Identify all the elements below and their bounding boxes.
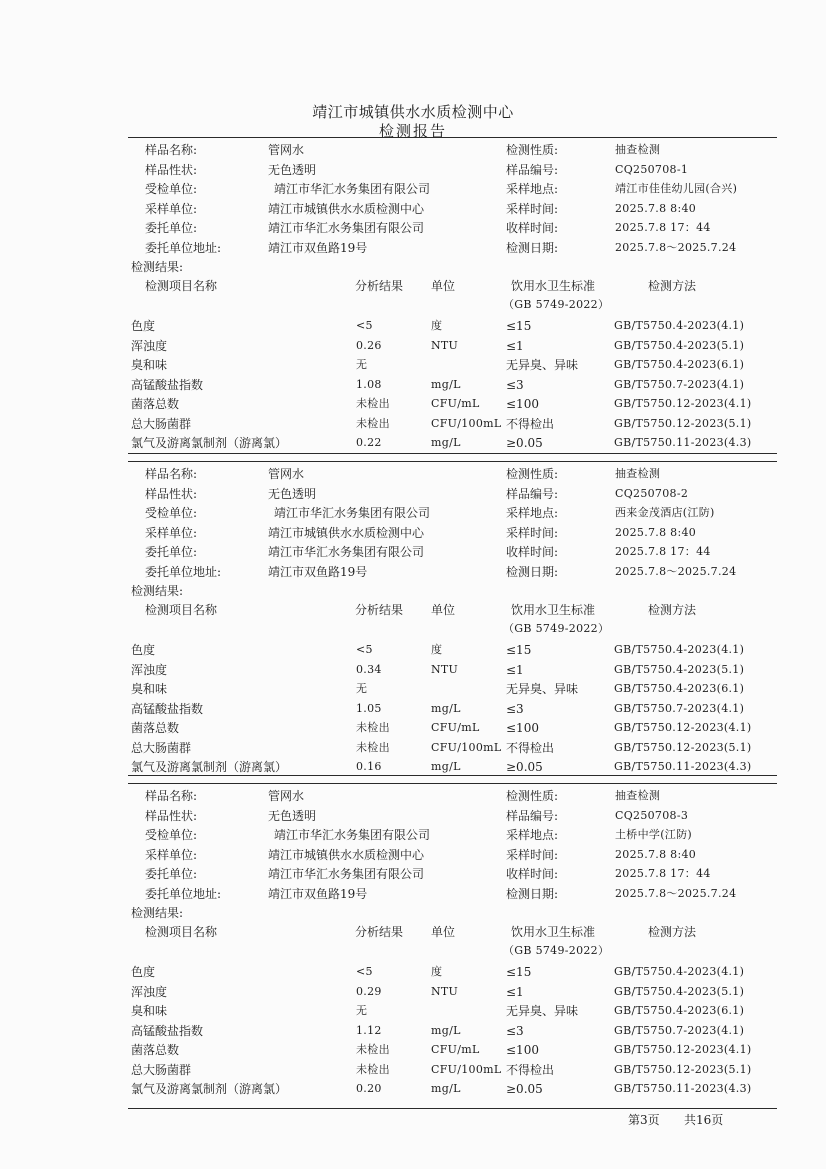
table-row-standard: ≥0.05 <box>506 1082 543 1096</box>
table-row-item: 总大肠菌群 <box>131 1062 192 1077</box>
field-value-sample-no: CQ250708-3 <box>615 808 689 822</box>
col-header-item: 检测项目名称 <box>145 279 218 293</box>
table-row-unit: CFU/100mL <box>431 1062 502 1076</box>
col-header-standard: 饮用水卫生标准 <box>511 925 596 939</box>
table-row-item: 氯气及游离氯制剂（游离氯） <box>131 1082 288 1096</box>
field-label-sampler: 采样单位: <box>145 201 198 216</box>
field-label-nature: 检测性质: <box>506 789 559 803</box>
field-value-sample-no: CQ250708-1 <box>615 162 689 176</box>
section-rule <box>128 461 777 462</box>
table-row-result: 0.26 <box>356 338 382 352</box>
table-row-method: GB/T5750.11-2023(4.3) <box>614 760 752 773</box>
table-row-result: 无 <box>356 358 368 371</box>
field-label-nature: 检测性质: <box>506 467 559 481</box>
table-row-method: GB/T5750.4-2023(4.1) <box>614 965 745 978</box>
table-row-result: 1.05 <box>356 701 382 715</box>
field-label-sampler: 采样单位: <box>145 525 198 540</box>
col-header-unit: 单位 <box>431 925 456 939</box>
table-row-result: 0.22 <box>356 436 382 449</box>
field-label-sample-time: 采样时间: <box>506 201 559 216</box>
field-label-location: 采样地点: <box>506 182 559 196</box>
table-row-unit: CFU/mL <box>431 1043 480 1056</box>
table-row-result: 未检出 <box>356 1043 390 1056</box>
field-value-sample-time: 2025.7.8 8:40 <box>615 201 697 215</box>
table-row-standard: ≥0.05 <box>506 436 543 450</box>
field-label-client: 委托单位: <box>145 221 198 235</box>
field-label-test-date: 检测日期: <box>506 886 559 901</box>
table-row-standard: ≤100 <box>506 1043 539 1057</box>
table-row-unit: 度 <box>431 319 443 332</box>
field-label-receiver: 受检单位: <box>145 506 198 520</box>
table-row-result: 0.34 <box>356 662 382 676</box>
field-value-client: 靖江市华汇水务集团有限公司 <box>268 545 425 559</box>
table-row-unit: mg/L <box>431 1082 461 1095</box>
field-label-test-date: 检测日期: <box>506 564 559 579</box>
table-row-standard: 无异臭、异味 <box>506 1004 579 1018</box>
col-header-standard: 饮用水卫生标准 <box>511 603 596 617</box>
table-row-item: 臭和味 <box>131 682 168 696</box>
table-row-method: GB/T5750.4-2023(5.1) <box>614 662 745 676</box>
field-label-receiver: 受检单位: <box>145 182 198 196</box>
section-rule <box>128 453 777 454</box>
col-header-standard-sub: （GB 5749-2022） <box>503 622 610 635</box>
table-row-item: 臭和味 <box>131 358 168 372</box>
section-rule <box>128 775 777 776</box>
col-header-unit: 单位 <box>431 603 456 617</box>
table-row-item: 菌落总数 <box>131 721 180 735</box>
field-value-receive-time: 2025.7.8 17：44 <box>615 545 711 558</box>
table-row-result: 未检出 <box>356 1062 390 1076</box>
field-value-test-date: 2025.7.8～2025.7.24 <box>615 886 737 900</box>
table-row-item: 菌落总数 <box>131 1043 180 1057</box>
field-label-sample-time: 采样时间: <box>506 847 559 862</box>
section-rule <box>128 783 777 784</box>
field-value-receive-time: 2025.7.8 17：44 <box>615 221 711 234</box>
table-row-result: <5 <box>356 965 373 978</box>
table-row-unit: NTU <box>431 662 459 676</box>
table-row-standard: ≤15 <box>506 965 532 979</box>
table-row-unit: CFU/mL <box>431 721 480 734</box>
col-header-method: 检测方法 <box>648 603 697 617</box>
field-value-sample-time: 2025.7.8 8:40 <box>615 847 697 861</box>
table-row-result: <5 <box>356 319 373 332</box>
field-label-client-address: 委托单位地址: <box>145 564 222 579</box>
table-row-result: 1.08 <box>356 377 382 391</box>
results-label: 检测结果: <box>131 260 184 274</box>
table-row-item: 总大肠菌群 <box>131 740 192 755</box>
table-row-item: 浑浊度 <box>131 338 168 353</box>
table-row-standard: ≤1 <box>506 338 524 353</box>
results-label: 检测结果: <box>131 906 184 920</box>
col-header-result: 分析结果 <box>355 603 404 617</box>
table-row-standard: ≤1 <box>506 984 524 999</box>
col-header-method: 检测方法 <box>648 925 697 939</box>
table-row-method: GB/T5750.4-2023(4.1) <box>614 319 745 332</box>
table-row-result: 0.20 <box>356 1082 382 1095</box>
field-value-location: 西来金茂酒店(江防) <box>615 506 715 519</box>
table-row-method: GB/T5750.4-2023(6.1) <box>614 358 745 371</box>
field-value-receiver: 靖江市华汇水务集团有限公司 <box>274 182 431 196</box>
table-row-unit: 度 <box>431 643 443 656</box>
field-label-receive-time: 收样时间: <box>506 221 559 235</box>
table-row-standard: ≤15 <box>506 319 532 333</box>
field-label-location: 采样地点: <box>506 506 559 520</box>
table-row-standard: 不得检出 <box>506 1062 555 1077</box>
field-value-sampler: 靖江市城镇供水水质检测中心 <box>268 847 425 862</box>
table-row-unit: CFU/mL <box>431 397 480 410</box>
field-value-receiver: 靖江市华汇水务集团有限公司 <box>274 828 431 842</box>
field-label-client: 委托单位: <box>145 867 198 881</box>
table-row-result: 无 <box>356 682 368 695</box>
results-label: 检测结果: <box>131 584 184 598</box>
field-value-test-date: 2025.7.8～2025.7.24 <box>615 240 737 254</box>
table-row-standard: 不得检出 <box>506 416 555 431</box>
table-row-standard: ≤100 <box>506 721 539 735</box>
table-row-method: GB/T5750.12-2023(4.1) <box>614 397 752 410</box>
col-header-result: 分析结果 <box>355 279 404 293</box>
table-row-standard: ≤3 <box>506 701 524 716</box>
field-value-sample-name: 管网水 <box>268 143 305 157</box>
table-row-result: 未检出 <box>356 721 390 734</box>
field-value-sample-name: 管网水 <box>268 467 305 481</box>
table-row-result: 0.16 <box>356 760 382 773</box>
field-label-sample-state: 样品性状: <box>145 486 198 501</box>
org-title: 靖江市城镇供水水质检测中心 <box>312 103 514 121</box>
footer-rule <box>128 1108 777 1109</box>
table-row-unit: mg/L <box>431 1023 461 1037</box>
table-row-unit: 度 <box>431 965 443 978</box>
table-row-unit: CFU/100mL <box>431 740 502 754</box>
field-label-sample-name: 样品名称: <box>145 467 198 481</box>
table-row-item: 氯气及游离氯制剂（游离氯） <box>131 760 288 774</box>
table-row-unit: mg/L <box>431 760 461 773</box>
field-value-sample-time: 2025.7.8 8:40 <box>615 525 697 539</box>
field-value-location: 靖江市佳佳幼儿园(合兴) <box>615 182 738 195</box>
table-row-method: GB/T5750.4-2023(5.1) <box>614 338 745 352</box>
table-row-method: GB/T5750.7-2023(4.1) <box>614 1023 745 1037</box>
field-label-client: 委托单位: <box>145 545 198 559</box>
field-label-sample-state: 样品性状: <box>145 808 198 823</box>
field-value-client-address: 靖江市双鱼路19号 <box>268 240 368 255</box>
table-row-item: 色度 <box>131 643 156 657</box>
table-row-unit: CFU/100mL <box>431 416 502 430</box>
table-row-result: 0.29 <box>356 984 382 998</box>
table-row-method: GB/T5750.12-2023(5.1) <box>614 1062 752 1076</box>
field-label-sample-no: 样品编号: <box>506 162 559 177</box>
table-row-method: GB/T5750.4-2023(6.1) <box>614 1004 745 1017</box>
field-label-sample-no: 样品编号: <box>506 486 559 501</box>
table-row-item: 浑浊度 <box>131 662 168 677</box>
table-row-method: GB/T5750.12-2023(5.1) <box>614 740 752 754</box>
field-value-location: 土桥中学(江防) <box>615 828 692 841</box>
field-value-sample-state: 无色透明 <box>268 808 317 823</box>
field-value-sample-name: 管网水 <box>268 789 305 803</box>
table-row-item: 总大肠菌群 <box>131 416 192 431</box>
col-header-unit: 单位 <box>431 279 456 293</box>
field-value-sample-no: CQ250708-2 <box>615 486 689 500</box>
col-header-result: 分析结果 <box>355 925 404 939</box>
field-value-receive-time: 2025.7.8 17：44 <box>615 867 711 880</box>
col-header-standard-sub: （GB 5749-2022） <box>503 298 610 311</box>
field-value-client-address: 靖江市双鱼路19号 <box>268 564 368 579</box>
field-value-sampler: 靖江市城镇供水水质检测中心 <box>268 525 425 540</box>
table-row-item: 高锰酸盐指数 <box>131 1023 204 1038</box>
table-row-result: 无 <box>356 1004 368 1017</box>
table-row-standard: 无异臭、异味 <box>506 682 579 696</box>
field-value-nature: 抽查检测 <box>615 143 661 156</box>
field-label-location: 采样地点: <box>506 828 559 842</box>
field-value-sample-state: 无色透明 <box>268 162 317 177</box>
table-row-result: 未检出 <box>356 416 390 430</box>
field-label-sample-name: 样品名称: <box>145 143 198 157</box>
field-value-test-date: 2025.7.8～2025.7.24 <box>615 564 737 578</box>
table-row-standard: ≤3 <box>506 1023 524 1038</box>
report-title: 检测报告 <box>378 122 447 140</box>
table-row-method: GB/T5750.4-2023(5.1) <box>614 984 745 998</box>
field-value-sample-state: 无色透明 <box>268 486 317 501</box>
col-header-standard: 饮用水卫生标准 <box>511 279 596 293</box>
col-header-item: 检测项目名称 <box>145 925 218 939</box>
table-row-unit: NTU <box>431 984 459 998</box>
page-number: 第3页 <box>628 1113 660 1127</box>
field-value-client: 靖江市华汇水务集团有限公司 <box>268 867 425 881</box>
table-row-unit: mg/L <box>431 377 461 391</box>
table-row-result: 1.12 <box>356 1023 382 1037</box>
field-label-test-date: 检测日期: <box>506 240 559 255</box>
field-label-receive-time: 收样时间: <box>506 545 559 559</box>
table-row-standard: 不得检出 <box>506 740 555 755</box>
table-row-standard: ≤3 <box>506 377 524 392</box>
table-row-result: <5 <box>356 643 373 656</box>
table-row-method: GB/T5750.7-2023(4.1) <box>614 377 745 391</box>
table-row-item: 高锰酸盐指数 <box>131 377 204 392</box>
table-row-method: GB/T5750.12-2023(5.1) <box>614 416 752 430</box>
table-row-method: GB/T5750.4-2023(6.1) <box>614 682 745 695</box>
table-row-method: GB/T5750.4-2023(4.1) <box>614 643 745 656</box>
table-row-standard: 无异臭、异味 <box>506 358 579 372</box>
table-row-item: 臭和味 <box>131 1004 168 1018</box>
page-total: 共16页 <box>684 1113 724 1127</box>
table-row-standard: ≤100 <box>506 397 539 411</box>
table-row-standard: ≤15 <box>506 643 532 657</box>
field-label-client-address: 委托单位地址: <box>145 240 222 255</box>
field-label-sampler: 采样单位: <box>145 847 198 862</box>
col-header-standard-sub: （GB 5749-2022） <box>503 944 610 957</box>
table-row-method: GB/T5750.12-2023(4.1) <box>614 1043 752 1056</box>
table-row-result: 未检出 <box>356 740 390 754</box>
field-label-sample-no: 样品编号: <box>506 808 559 823</box>
section-rule <box>128 137 777 138</box>
table-row-unit: mg/L <box>431 701 461 715</box>
field-label-sample-time: 采样时间: <box>506 525 559 540</box>
table-row-item: 氯气及游离氯制剂（游离氯） <box>131 436 288 450</box>
table-row-standard: ≤1 <box>506 662 524 677</box>
table-row-unit: NTU <box>431 338 459 352</box>
col-header-item: 检测项目名称 <box>145 603 218 617</box>
field-value-client: 靖江市华汇水务集团有限公司 <box>268 221 425 235</box>
field-value-receiver: 靖江市华汇水务集团有限公司 <box>274 506 431 520</box>
table-row-method: GB/T5750.11-2023(4.3) <box>614 436 752 449</box>
table-row-standard: ≥0.05 <box>506 760 543 774</box>
field-label-receive-time: 收样时间: <box>506 867 559 881</box>
table-row-item: 高锰酸盐指数 <box>131 701 204 716</box>
table-row-item: 菌落总数 <box>131 397 180 411</box>
col-header-method: 检测方法 <box>648 279 697 293</box>
field-value-client-address: 靖江市双鱼路19号 <box>268 886 368 901</box>
table-row-method: GB/T5750.11-2023(4.3) <box>614 1082 752 1095</box>
table-row-item: 色度 <box>131 319 156 333</box>
table-row-result: 未检出 <box>356 397 390 410</box>
table-row-method: GB/T5750.12-2023(4.1) <box>614 721 752 734</box>
field-value-nature: 抽查检测 <box>615 789 661 802</box>
table-row-item: 色度 <box>131 965 156 979</box>
table-row-item: 浑浊度 <box>131 984 168 999</box>
field-label-nature: 检测性质: <box>506 143 559 157</box>
field-label-sample-state: 样品性状: <box>145 162 198 177</box>
field-value-sampler: 靖江市城镇供水水质检测中心 <box>268 201 425 216</box>
table-row-unit: mg/L <box>431 436 461 449</box>
field-value-nature: 抽查检测 <box>615 467 661 480</box>
field-label-client-address: 委托单位地址: <box>145 886 222 901</box>
field-label-receiver: 受检单位: <box>145 828 198 842</box>
field-label-sample-name: 样品名称: <box>145 789 198 803</box>
table-row-method: GB/T5750.7-2023(4.1) <box>614 701 745 715</box>
